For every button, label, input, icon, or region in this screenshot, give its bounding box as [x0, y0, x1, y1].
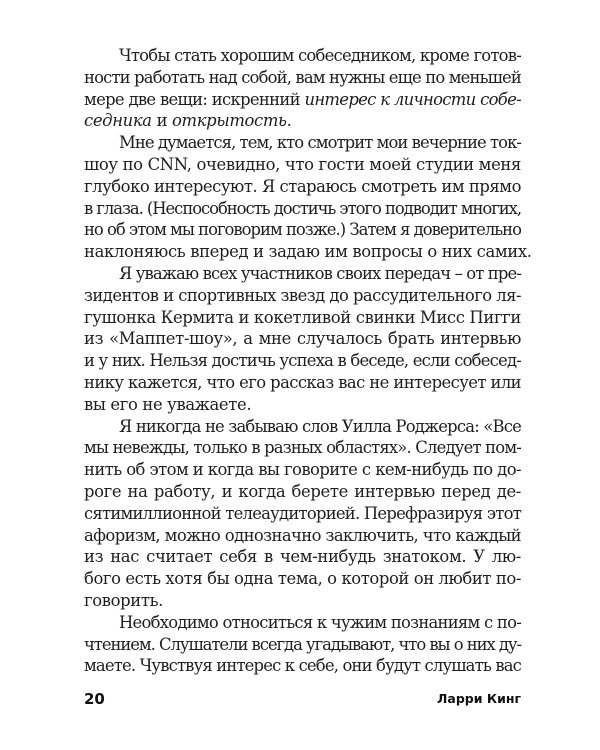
- text-run: мере две вещи: искренний: [84, 89, 305, 109]
- text-run: роге на работу, и когда берете интервью перед де-: [84, 481, 521, 501]
- text-run: наклоняюсь вперед и задаю им вопросы о них самих.: [84, 242, 532, 262]
- text-run: из «Маппет-шоу», а мне случалось брать интервью: [84, 329, 521, 349]
- text-run: вы его не уважаете.: [84, 394, 252, 414]
- text-line: [84, 416, 521, 438]
- text-run: Необходимо относиться к чужим познаниям с по-: [119, 612, 521, 632]
- text-run: .: [286, 111, 292, 131]
- text-line: [84, 634, 521, 656]
- text-run: Мне думается, тем, кто смотрит мои вечерние ток-: [119, 133, 521, 153]
- paragraph: [84, 612, 521, 677]
- paragraph: [84, 132, 532, 263]
- text-run: сятимиллионной телеаудиторией. Перефразируя этот: [84, 503, 521, 523]
- text-run: мы невежды, только в разных областях». Следует пом-: [84, 438, 521, 458]
- text-run: Я никогда не забываю слов Уилла Роджерса: «Все: [119, 416, 521, 436]
- text-line: [84, 459, 521, 481]
- paragraph: [84, 416, 521, 612]
- emphasis-text: интерес к личности собе-: [304, 89, 521, 109]
- text-line: [84, 285, 521, 307]
- text-run: чтением. Слушатели всегда угадывают, что вы о них ду-: [84, 634, 521, 654]
- emphasis-text: седника: [84, 111, 152, 131]
- text-line: [84, 568, 521, 590]
- text-line: [84, 546, 521, 568]
- paragraph: [84, 45, 521, 132]
- paragraph: [84, 263, 521, 416]
- text-line: [84, 219, 521, 241]
- text-line: [84, 503, 521, 525]
- text-line: [84, 154, 521, 176]
- text-line: [84, 132, 521, 154]
- text-line: [84, 612, 521, 634]
- text-line: [84, 350, 521, 372]
- text-run: зидентов и спортивных звезд до рассудительного ля-: [84, 285, 521, 305]
- text-run: но об этом мы поговорим позже.) Затем я доверительно: [84, 220, 521, 240]
- text-run: в глаза. (Неспособность достичь этого подводит многих,: [84, 198, 521, 218]
- text-run: говорить.: [84, 590, 164, 610]
- text-line: [84, 110, 521, 132]
- text-line: [84, 45, 521, 67]
- text-line: [84, 394, 521, 416]
- page-number: 20: [84, 690, 105, 708]
- text-line: [84, 241, 532, 263]
- text-run: нику кажется, что его рассказ вас не интересует или: [84, 372, 521, 392]
- text-run: Чтобы стать хорошим собеседником, кроме готов-: [119, 46, 521, 65]
- text-run: из нас считает себя в чем-нибудь знатоком. У лю-: [84, 547, 521, 567]
- text-line: [84, 328, 521, 350]
- text-run: шоу по CNN, очевидно, что гости моей студии меня: [84, 154, 521, 174]
- text-line: [84, 590, 521, 612]
- text-line: [84, 176, 521, 198]
- text-run: глубоко интересуют. Я стараюсь смотреть им прямо: [84, 176, 521, 196]
- text-line: [84, 372, 521, 394]
- text-run: и у них. Нельзя достичь успеха в беседе, если собесед-: [84, 351, 521, 371]
- text-run: маете. Чувствуя интерес к себе, они будут слушать вас: [84, 656, 521, 676]
- text-run: и: [151, 111, 173, 131]
- text-run: ности работать над собой, вам нужны еще по меньшей: [84, 67, 521, 87]
- page-footer: [84, 690, 521, 710]
- text-line: [84, 655, 521, 677]
- text-line: [84, 263, 521, 285]
- text-line: [84, 198, 521, 220]
- text-run: нить об этом и когда вы говорите с кем-нибудь по до-: [84, 460, 521, 480]
- page-body-text: [84, 45, 532, 677]
- text-run: гушонка Кермита и кокетливой свинки Мисс Пигги: [84, 307, 521, 327]
- text-run: афоризм, можно однозначно заключить, что каждый: [84, 525, 521, 545]
- text-run: Я уважаю всех участников своих передач – от пре-: [119, 263, 521, 283]
- text-line: [84, 481, 521, 503]
- text-line: [84, 67, 521, 89]
- text-line: [84, 525, 521, 547]
- text-line: [84, 307, 521, 329]
- running-head-author: Ларри Кинг: [437, 691, 521, 706]
- text-line: [84, 437, 521, 459]
- text-line: [84, 89, 521, 111]
- emphasis-text: открытость: [172, 111, 287, 131]
- text-run: бого есть хотя бы одна тема, о которой он любит по-: [84, 569, 521, 589]
